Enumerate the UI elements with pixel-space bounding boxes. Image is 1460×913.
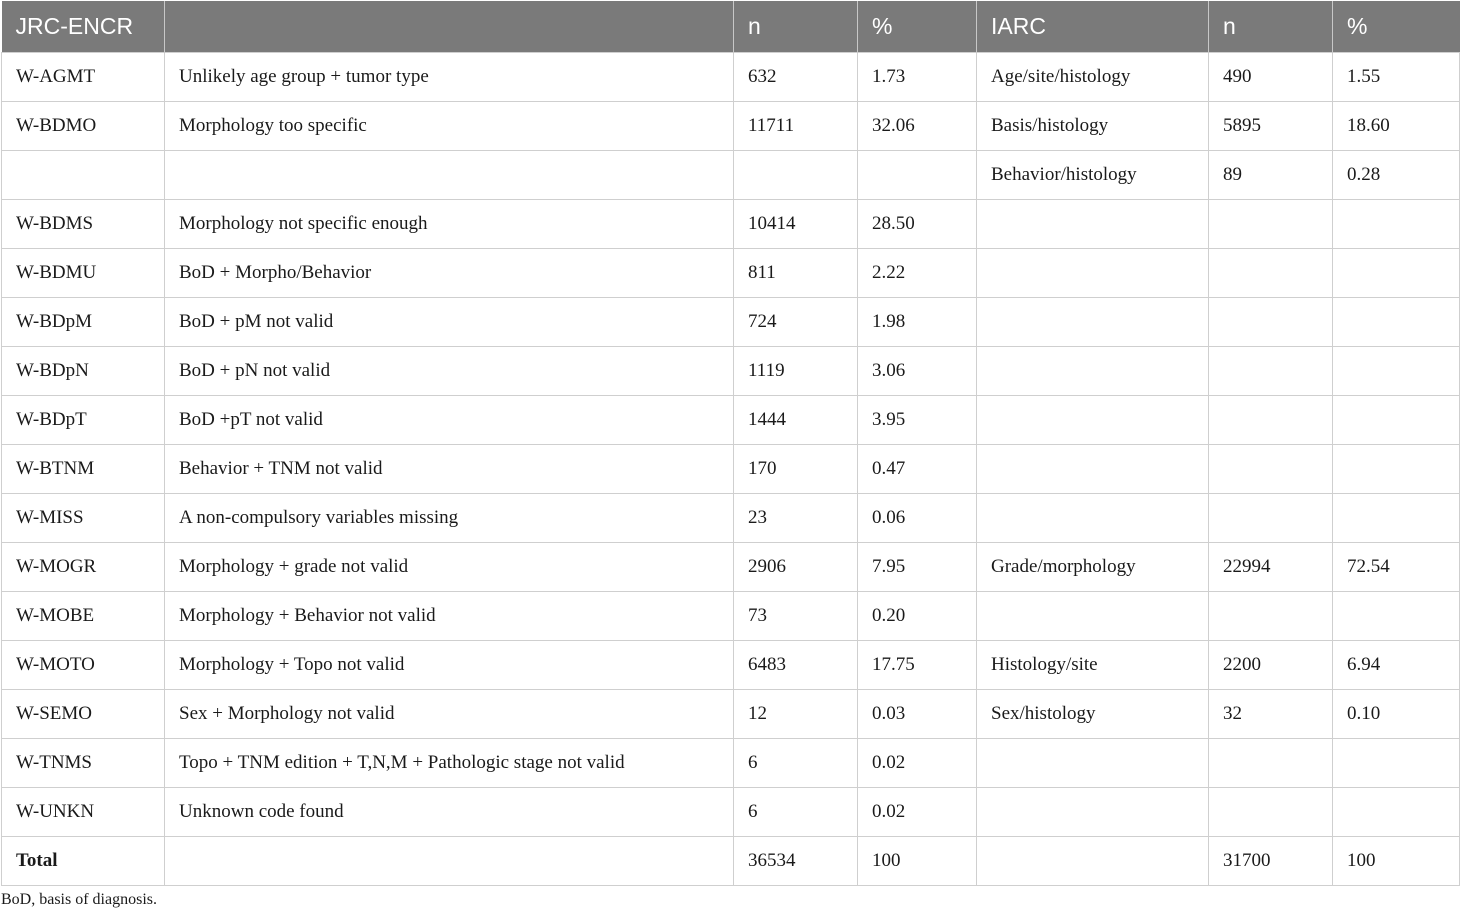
cell-iarc-percent: 72.54 bbox=[1333, 542, 1460, 591]
cell-iarc-check bbox=[977, 787, 1209, 836]
cell-jrc-code: W-BTNM bbox=[2, 444, 165, 493]
table-row bbox=[2, 199, 1460, 248]
cell-description: Topo + TNM edition + T,N,M + Pathologic stage not valid bbox=[165, 738, 734, 787]
cell-iarc-check bbox=[977, 346, 1209, 395]
cell-jrc-n bbox=[734, 150, 858, 199]
total-cell-jrc-percent: 100 bbox=[858, 836, 977, 885]
cell-jrc-percent: 32.06 bbox=[858, 101, 977, 150]
cell-iarc-check: Age/site/histology bbox=[977, 52, 1209, 101]
header-iarc-n: n bbox=[1209, 1, 1333, 52]
cell-iarc-percent: 1.55 bbox=[1333, 52, 1460, 101]
table-row bbox=[2, 542, 1460, 591]
cell-description: Morphology + Behavior not valid bbox=[165, 591, 734, 640]
cell-iarc-check: Behavior/histology bbox=[977, 150, 1209, 199]
cell-jrc-percent: 3.95 bbox=[858, 395, 977, 444]
table-row bbox=[2, 444, 1460, 493]
table-row bbox=[2, 297, 1460, 346]
cell-jrc-percent: 17.75 bbox=[858, 640, 977, 689]
cell-iarc-n: 490 bbox=[1209, 52, 1333, 101]
cell-iarc-n bbox=[1209, 199, 1333, 248]
cell-iarc-percent: 6.94 bbox=[1333, 640, 1460, 689]
cell-jrc-n: 170 bbox=[734, 444, 858, 493]
cell-iarc-check bbox=[977, 395, 1209, 444]
cell-iarc-percent bbox=[1333, 395, 1460, 444]
cell-jrc-code bbox=[2, 150, 165, 199]
total-cell-iarc-percent: 100 bbox=[1333, 836, 1460, 885]
cell-iarc-n bbox=[1209, 787, 1333, 836]
cell-iarc-n bbox=[1209, 738, 1333, 787]
header-jrc-encr: JRC-ENCR bbox=[2, 1, 165, 52]
cell-jrc-percent: 0.02 bbox=[858, 787, 977, 836]
table-row bbox=[2, 395, 1460, 444]
cell-iarc-n bbox=[1209, 591, 1333, 640]
table-row bbox=[2, 787, 1460, 836]
table-row bbox=[2, 591, 1460, 640]
header-jrc-n: n bbox=[734, 1, 858, 52]
cell-iarc-check: Grade/morphology bbox=[977, 542, 1209, 591]
total-cell-description bbox=[165, 836, 734, 885]
table-row bbox=[2, 689, 1460, 738]
table-row bbox=[2, 248, 1460, 297]
cell-iarc-n: 2200 bbox=[1209, 640, 1333, 689]
total-cell-jrc-code: Total bbox=[2, 836, 165, 885]
cell-iarc-n: 89 bbox=[1209, 150, 1333, 199]
cell-iarc-percent: 0.28 bbox=[1333, 150, 1460, 199]
cell-jrc-n: 11711 bbox=[734, 101, 858, 150]
total-cell-iarc-check bbox=[977, 836, 1209, 885]
cell-iarc-percent bbox=[1333, 346, 1460, 395]
cell-jrc-code: W-MOTO bbox=[2, 640, 165, 689]
cell-jrc-n: 73 bbox=[734, 591, 858, 640]
table-row bbox=[2, 52, 1460, 101]
cell-description bbox=[165, 150, 734, 199]
cell-iarc-percent bbox=[1333, 591, 1460, 640]
cell-iarc-n: 22994 bbox=[1209, 542, 1333, 591]
cell-jrc-code: W-BDMO bbox=[2, 101, 165, 150]
cell-jrc-percent: 2.22 bbox=[858, 248, 977, 297]
cell-jrc-code: W-AGMT bbox=[2, 52, 165, 101]
cell-iarc-n bbox=[1209, 248, 1333, 297]
cell-description: Morphology + Topo not valid bbox=[165, 640, 734, 689]
cell-jrc-n: 632 bbox=[734, 52, 858, 101]
cell-jrc-percent: 28.50 bbox=[858, 199, 977, 248]
cell-iarc-percent bbox=[1333, 199, 1460, 248]
cell-description: Sex + Morphology not valid bbox=[165, 689, 734, 738]
cell-iarc-percent bbox=[1333, 738, 1460, 787]
cell-description: Unknown code found bbox=[165, 787, 734, 836]
cell-jrc-code: W-BDpN bbox=[2, 346, 165, 395]
cell-iarc-n: 5895 bbox=[1209, 101, 1333, 150]
cell-jrc-n: 6 bbox=[734, 738, 858, 787]
cell-jrc-n: 1119 bbox=[734, 346, 858, 395]
cell-jrc-n: 23 bbox=[734, 493, 858, 542]
cell-iarc-check bbox=[977, 297, 1209, 346]
cell-iarc-n bbox=[1209, 297, 1333, 346]
cell-iarc-check bbox=[977, 591, 1209, 640]
cell-jrc-n: 6483 bbox=[734, 640, 858, 689]
table-row bbox=[2, 493, 1460, 542]
cell-description: Behavior + TNM not valid bbox=[165, 444, 734, 493]
cell-description: BoD +pT not valid bbox=[165, 395, 734, 444]
cell-iarc-check bbox=[977, 738, 1209, 787]
table-row bbox=[2, 346, 1460, 395]
cell-jrc-percent: 1.73 bbox=[858, 52, 977, 101]
cell-description: A non-compulsory variables missing bbox=[165, 493, 734, 542]
cell-description: Morphology + grade not valid bbox=[165, 542, 734, 591]
total-cell-iarc-n: 31700 bbox=[1209, 836, 1333, 885]
cell-jrc-percent: 7.95 bbox=[858, 542, 977, 591]
cell-jrc-percent bbox=[858, 150, 977, 199]
cell-iarc-n bbox=[1209, 395, 1333, 444]
cell-jrc-code: W-UNKN bbox=[2, 787, 165, 836]
cell-iarc-percent bbox=[1333, 297, 1460, 346]
table-row bbox=[2, 640, 1460, 689]
cell-description: BoD + pM not valid bbox=[165, 297, 734, 346]
cell-description: Morphology not specific enough bbox=[165, 199, 734, 248]
cell-jrc-code: W-BDMU bbox=[2, 248, 165, 297]
table-row bbox=[2, 738, 1460, 787]
cell-iarc-percent: 18.60 bbox=[1333, 101, 1460, 150]
cell-iarc-percent bbox=[1333, 444, 1460, 493]
cell-iarc-check bbox=[977, 493, 1209, 542]
cell-jrc-percent: 3.06 bbox=[858, 346, 977, 395]
header-jrc-percent: % bbox=[858, 1, 977, 52]
cell-jrc-code: W-TNMS bbox=[2, 738, 165, 787]
cell-jrc-percent: 0.20 bbox=[858, 591, 977, 640]
cell-iarc-check: Sex/histology bbox=[977, 689, 1209, 738]
cell-iarc-n bbox=[1209, 346, 1333, 395]
cell-jrc-code: W-MOBE bbox=[2, 591, 165, 640]
header-description bbox=[165, 1, 734, 52]
table-footnote: BoD, basis of diagnosis. bbox=[1, 891, 157, 908]
table-body bbox=[2, 52, 1460, 885]
cell-iarc-check: Histology/site bbox=[977, 640, 1209, 689]
cell-jrc-code: W-BDMS bbox=[2, 199, 165, 248]
header-iarc-percent: % bbox=[1333, 1, 1460, 52]
header-row bbox=[2, 1, 1460, 52]
cell-iarc-check bbox=[977, 444, 1209, 493]
cell-iarc-n bbox=[1209, 444, 1333, 493]
cell-jrc-percent: 0.06 bbox=[858, 493, 977, 542]
cell-iarc-percent bbox=[1333, 248, 1460, 297]
cell-jrc-percent: 0.03 bbox=[858, 689, 977, 738]
table-row bbox=[2, 101, 1460, 150]
cell-description: Unlikely age group + tumor type bbox=[165, 52, 734, 101]
cell-jrc-n: 10414 bbox=[734, 199, 858, 248]
cell-description: Morphology too specific bbox=[165, 101, 734, 150]
data-table bbox=[1, 1, 1460, 886]
cell-jrc-n: 12 bbox=[734, 689, 858, 738]
cell-jrc-code: W-BDpT bbox=[2, 395, 165, 444]
cell-jrc-code: W-BDpM bbox=[2, 297, 165, 346]
cell-jrc-code: W-SEMO bbox=[2, 689, 165, 738]
cell-jrc-n: 724 bbox=[734, 297, 858, 346]
cell-jrc-n: 2906 bbox=[734, 542, 858, 591]
cell-jrc-n: 6 bbox=[734, 787, 858, 836]
header-iarc: IARC bbox=[977, 1, 1209, 52]
cell-description: BoD + Morpho/Behavior bbox=[165, 248, 734, 297]
table-row bbox=[2, 150, 1460, 199]
cell-iarc-check: Basis/histology bbox=[977, 101, 1209, 150]
cell-iarc-percent bbox=[1333, 787, 1460, 836]
cell-jrc-code: W-MISS bbox=[2, 493, 165, 542]
cell-iarc-check bbox=[977, 248, 1209, 297]
cell-jrc-n: 811 bbox=[734, 248, 858, 297]
cell-jrc-percent: 1.98 bbox=[858, 297, 977, 346]
cell-iarc-check bbox=[977, 199, 1209, 248]
cell-iarc-n bbox=[1209, 493, 1333, 542]
cell-jrc-percent: 0.02 bbox=[858, 738, 977, 787]
cell-iarc-percent: 0.10 bbox=[1333, 689, 1460, 738]
total-cell-jrc-n: 36534 bbox=[734, 836, 858, 885]
cell-description: BoD + pN not valid bbox=[165, 346, 734, 395]
cell-iarc-percent bbox=[1333, 493, 1460, 542]
cell-jrc-n: 1444 bbox=[734, 395, 858, 444]
cell-iarc-n: 32 bbox=[1209, 689, 1333, 738]
total-row bbox=[2, 836, 1460, 885]
cell-jrc-code: W-MOGR bbox=[2, 542, 165, 591]
cell-jrc-percent: 0.47 bbox=[858, 444, 977, 493]
